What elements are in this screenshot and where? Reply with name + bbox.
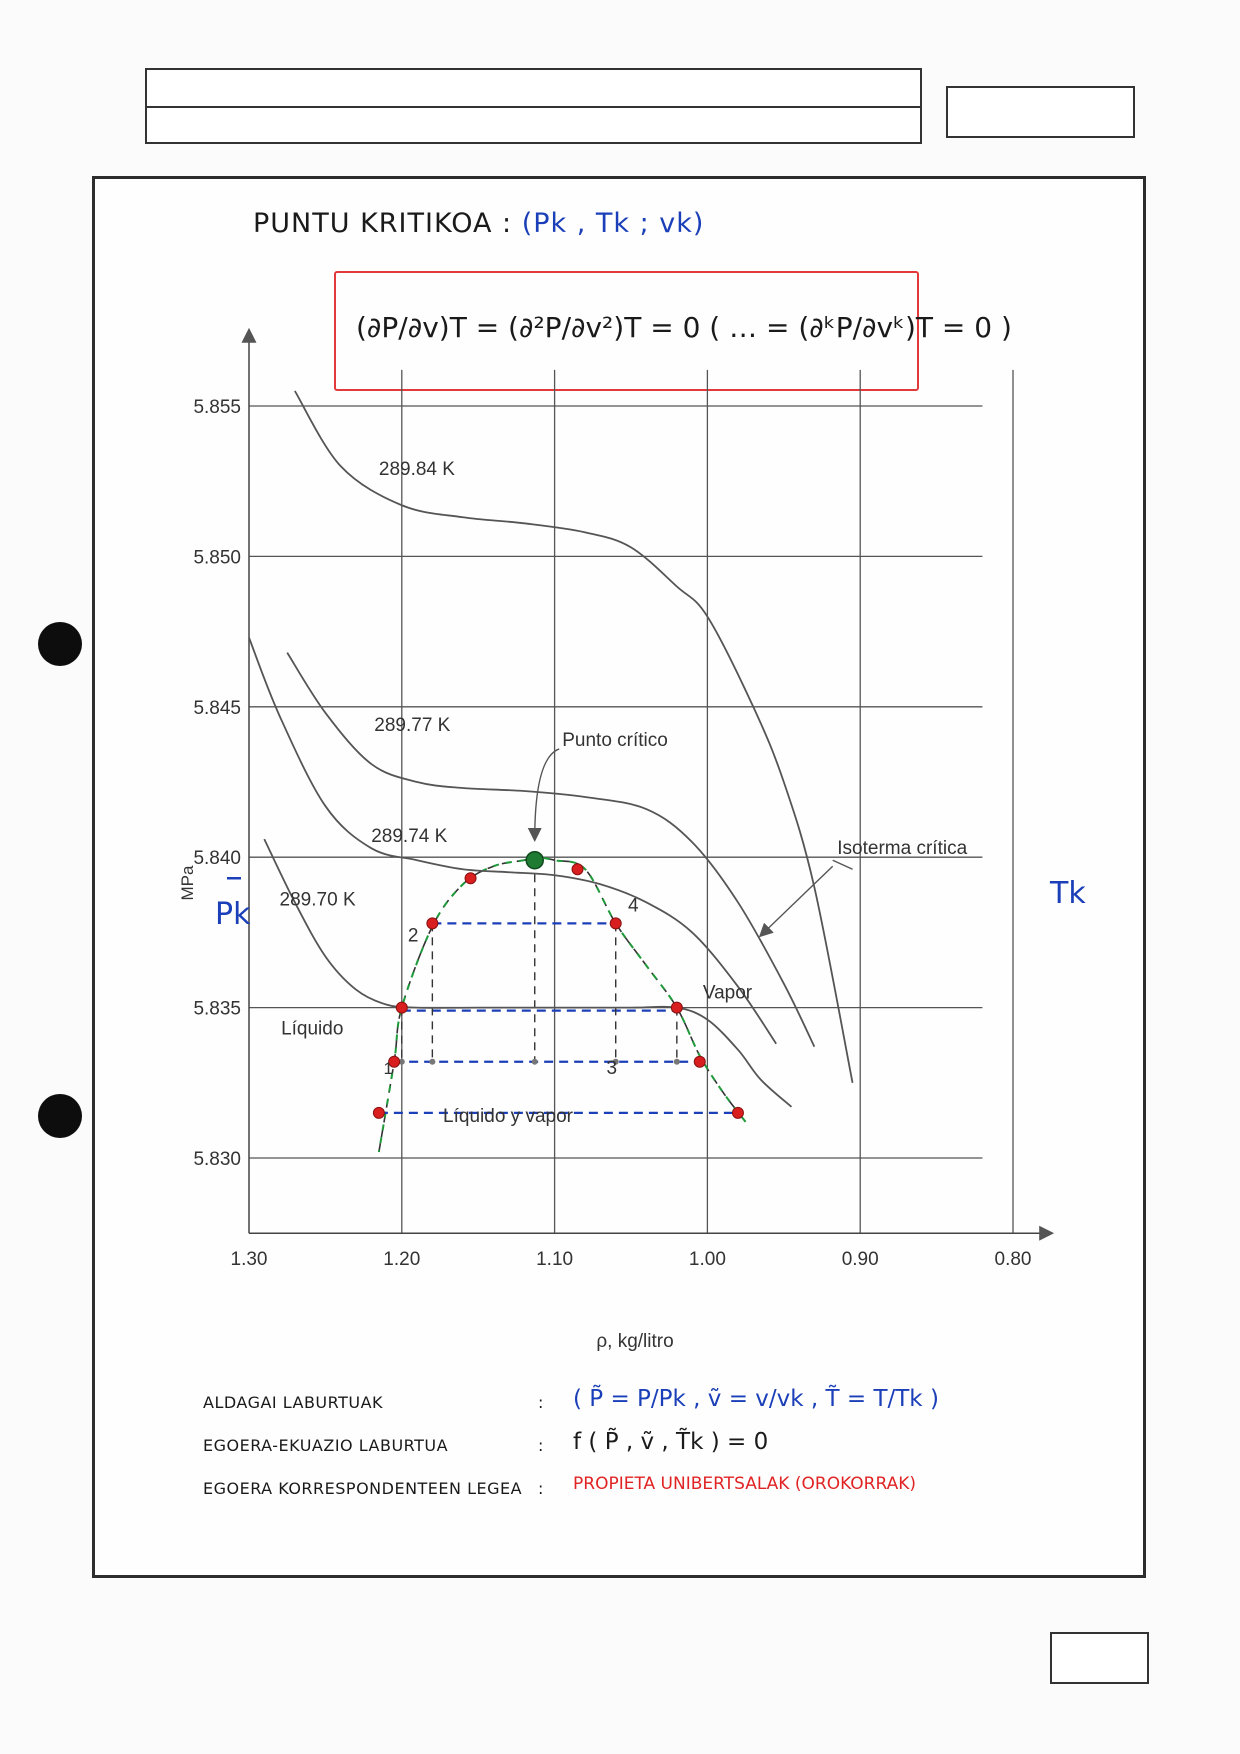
- content-frame: [92, 176, 1146, 1578]
- state-point: [373, 1107, 384, 1118]
- drop-point: [429, 1059, 435, 1065]
- pk-marker: Pk: [215, 897, 251, 932]
- annotation-7: Líquido: [281, 1018, 344, 1040]
- isotherm-curves: [249, 391, 853, 1107]
- y-axis-label: MPa: [178, 865, 197, 901]
- annotation-1: 289.77 K: [374, 714, 451, 736]
- title-tuple: (Pk , Tk ; vk): [521, 208, 705, 239]
- drop-point: [674, 1059, 680, 1065]
- annotation-12: 4: [627, 895, 639, 917]
- state-point: [427, 918, 438, 929]
- corresponding-states-sep: :: [538, 1479, 544, 1498]
- header-box-bottom: [145, 106, 922, 144]
- critical-isotherm-leader-a: [833, 860, 853, 869]
- x-tick-label: 1.00: [688, 1249, 726, 1271]
- isotherm-2: [249, 638, 776, 1044]
- tk-marker: Tk: [1050, 876, 1086, 911]
- isotherm-3: [264, 839, 791, 1107]
- chart-annotations: [227, 459, 968, 1127]
- corresponding-states-label: EGOERA KORRESPONDENTEEN LEGEA: [203, 1479, 523, 1498]
- critical-point-marker: [526, 852, 543, 869]
- state-points: [373, 852, 743, 1119]
- x-tick-label: 0.80: [994, 1249, 1032, 1271]
- y-tick-label: 5.855: [193, 397, 241, 418]
- annotation-0: 289.84 K: [378, 459, 455, 481]
- state-point: [465, 873, 476, 884]
- y-tick-label: 5.845: [193, 697, 241, 719]
- header-box-right: [946, 86, 1135, 138]
- header-box-top: [145, 68, 922, 108]
- y-tick-label: 5.840: [193, 848, 241, 870]
- annotation-5: Isoterma crítica: [837, 838, 968, 860]
- punch-hole-top: [38, 622, 82, 666]
- x-tick-label: 0.90: [841, 1249, 879, 1271]
- reduced-variables-value: ( P̃ = P/Pk , ṽ = v/vk , T̃ = T/Tk ): [573, 1386, 939, 1412]
- tie-lines: [379, 860, 738, 1113]
- annotation-6: Vapor: [702, 982, 753, 1004]
- chart-grid: [249, 370, 1013, 1233]
- state-point: [732, 1107, 743, 1118]
- state-point: [694, 1056, 705, 1067]
- y-tick-label: 5.830: [193, 1149, 241, 1170]
- state-point: [396, 1002, 407, 1013]
- annotation-4: Punto crítico: [562, 729, 668, 751]
- annotation-9: 1: [383, 1058, 393, 1078]
- isotherm-chart: [95, 179, 1095, 1352]
- annotation-11: 3: [606, 1057, 618, 1079]
- reduced-variables-sep: :: [538, 1393, 544, 1412]
- reduced-variables-label: ALDAGAI LABURTUAK: [203, 1393, 383, 1412]
- x-axis-label: ρ, kg/litro: [596, 1331, 674, 1352]
- reduced-eos-label: EGOERA-EKUAZIO LABURTUA: [203, 1436, 449, 1455]
- title-text: PUNTU KRITIKOA :: [253, 208, 513, 239]
- y-tick-label: 5.850: [193, 547, 241, 569]
- state-point: [610, 918, 621, 929]
- x-tick-label: 1.10: [536, 1249, 574, 1271]
- annotation-8: Líquido y vapor: [443, 1105, 573, 1127]
- y-tick-label: 5.835: [193, 998, 241, 1020]
- annotation-2: 289.74 K: [371, 826, 448, 848]
- chart-ticks: [193, 397, 1031, 1270]
- state-point: [671, 1002, 682, 1013]
- x-tick-label: 1.30: [230, 1249, 268, 1271]
- drop-point: [532, 1059, 538, 1065]
- punch-hole-bottom: [38, 1094, 82, 1138]
- critical-condition-formula: (∂P/∂v)T = (∂²P/∂v²)T = 0 ( … = (∂ᵏP/∂vᵏ)T = 0 ): [356, 311, 1012, 344]
- x-tick-label: 1.20: [383, 1249, 421, 1271]
- footer-box: [1050, 1632, 1149, 1684]
- reduced-eos-value: f ( P̃ , ṽ , T̃k ) = 0: [573, 1429, 769, 1455]
- corresponding-states-value: PROPIETA UNIBERTSALAK (OROKORRAK): [573, 1474, 917, 1494]
- reduced-eos-sep: :: [538, 1436, 544, 1455]
- state-point: [572, 864, 583, 875]
- annotation-3: 289.70 K: [279, 889, 356, 911]
- annotation-10: 2: [407, 925, 419, 947]
- chart-axes: [249, 331, 1051, 1233]
